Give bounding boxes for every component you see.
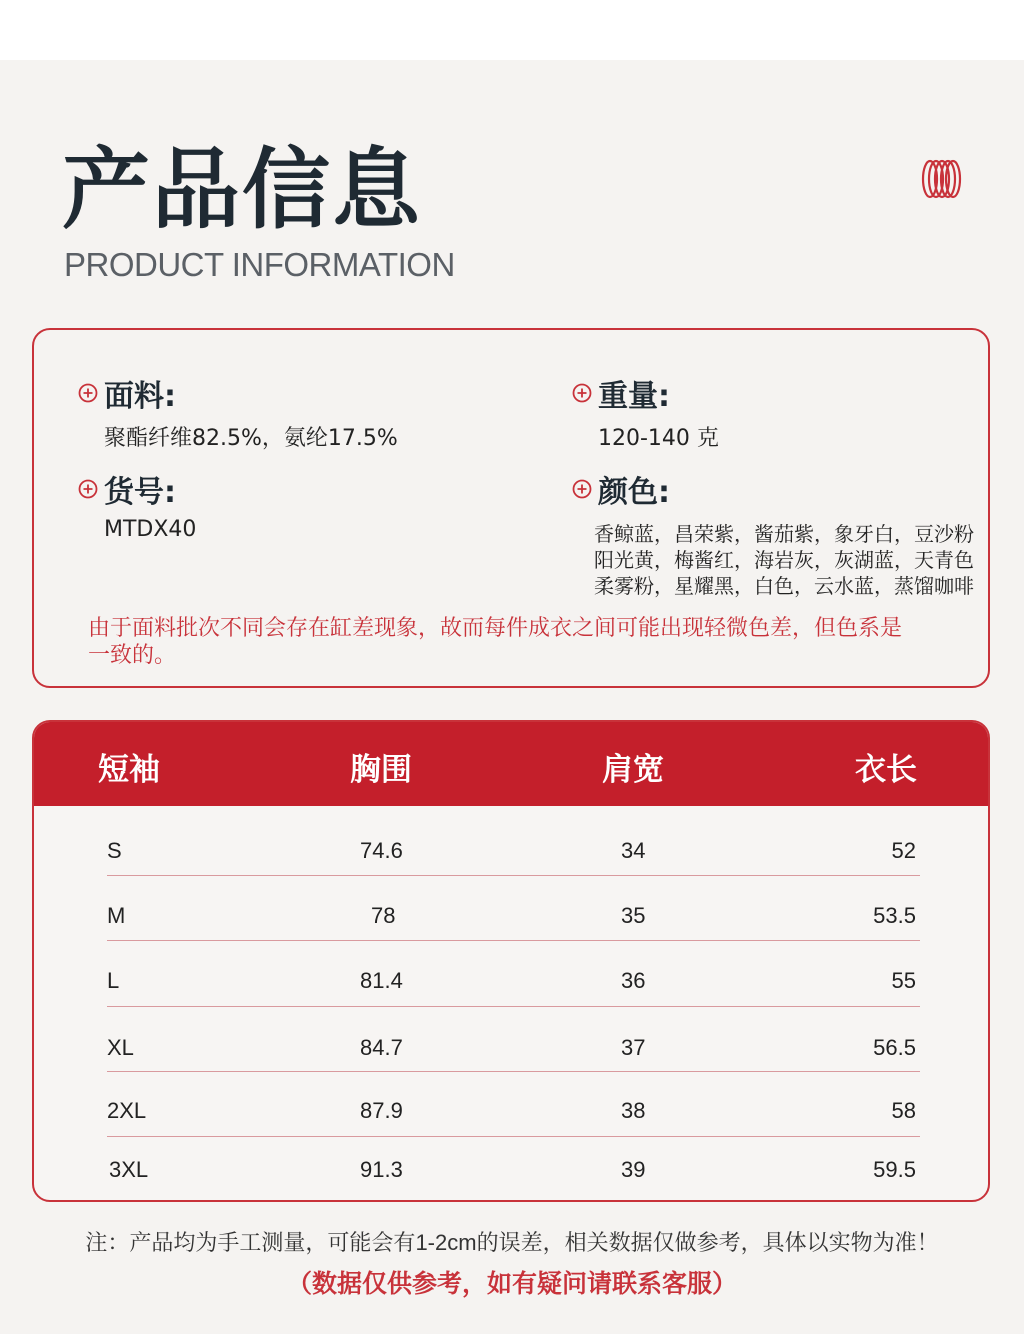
shoulder-cell: 38 [621, 1098, 646, 1123]
size-cell: 2XL [107, 1098, 147, 1123]
shoulder-cell: 37 [621, 1035, 646, 1060]
color-label: 颜色: [598, 475, 670, 510]
length-cell: 59.5 [873, 1157, 916, 1182]
color-variance-note [88, 615, 938, 669]
fabric-info [78, 371, 398, 452]
shoulder-cell: 39 [621, 1157, 646, 1182]
color-line: 柔雾粉，星耀黑，白色，云水蓝，蒸馏咖啡 [594, 574, 974, 598]
page-subtitle: PRODUCT INFORMATION [64, 246, 455, 283]
header-cell: 短袖 [98, 752, 160, 788]
length-cell: 53.5 [873, 903, 916, 928]
item-number-label: 货号: [104, 475, 176, 510]
row-divider [107, 1006, 920, 1007]
chest-cell: 84.7 [360, 1035, 403, 1060]
header-cell: 肩宽 [602, 752, 664, 788]
length-cell: 52 [891, 838, 916, 863]
color-line: 阳光黄，梅酱红，海岩灰，灰湖蓝，天青色 [594, 548, 974, 572]
weight-label: 重量: [598, 379, 670, 414]
item-number-info [78, 467, 196, 542]
size-cell: M [107, 903, 126, 928]
weight-info [572, 371, 719, 452]
color-list [594, 521, 974, 599]
length-cell: 58 [891, 1098, 916, 1123]
color-info [572, 467, 974, 599]
chest-cell: 81.4 [360, 968, 403, 993]
chest-cell: 91.3 [360, 1157, 403, 1182]
header-cell: 衣长 [855, 752, 917, 788]
shoulder-cell: 35 [621, 903, 646, 928]
measurement-note-range: 1-2cm [415, 1230, 477, 1255]
row-divider [107, 1136, 920, 1137]
size-table-header [34, 722, 988, 806]
plus-circle-icon [78, 383, 98, 403]
size-cell: XL [107, 1035, 134, 1060]
row-divider [107, 940, 920, 941]
fabric-value: 聚酯纤维82.5%，氨纶17.5% [104, 426, 398, 451]
rings-icon [918, 158, 964, 200]
measurement-note-text: 的误差，相关数据仅做参考，具体以实物为准！ [476, 1231, 939, 1256]
shoulder-cell: 34 [621, 838, 646, 863]
fabric-label: 面料: [104, 379, 176, 414]
bottom-strip [0, 1334, 1024, 1339]
color-line: 香鲸蓝，昌荣紫，酱茄紫，象牙白，豆沙粉 [594, 522, 974, 546]
disclaimer: （数据仅供参考，如有疑问请联系客服） [286, 1269, 737, 1298]
size-cell: S [107, 838, 122, 863]
size-cell: L [107, 968, 120, 993]
length-cell: 56.5 [873, 1035, 916, 1060]
size-table [32, 720, 990, 1202]
plus-circle-icon [572, 383, 592, 403]
plus-circle-icon [572, 479, 592, 499]
row-divider [107, 875, 920, 876]
header-cell: 胸围 [350, 752, 412, 788]
size-cell: 3XL [109, 1157, 149, 1182]
item-number-value: MTDX40 [104, 517, 197, 542]
page-title: 产品信息 [62, 138, 423, 241]
note-line: 一致的。 [88, 643, 177, 668]
chest-cell: 87.9 [360, 1098, 403, 1123]
measurement-note [0, 1226, 1024, 1257]
weight-value: 120-140 克 [598, 426, 719, 451]
length-cell: 55 [891, 968, 916, 993]
shoulder-cell: 36 [621, 968, 646, 993]
chest-cell: 78 [371, 903, 396, 928]
chest-cell: 74.6 [360, 838, 403, 863]
plus-circle-icon [78, 479, 98, 499]
measurement-note-text: 注：产品均为手工测量，可能会有 [85, 1231, 416, 1256]
note-line: 由于面料批次不同会存在缸差现象，故而每件成衣之间可能出现轻微色差，但色系是 [88, 616, 903, 641]
row-divider [107, 1071, 920, 1072]
